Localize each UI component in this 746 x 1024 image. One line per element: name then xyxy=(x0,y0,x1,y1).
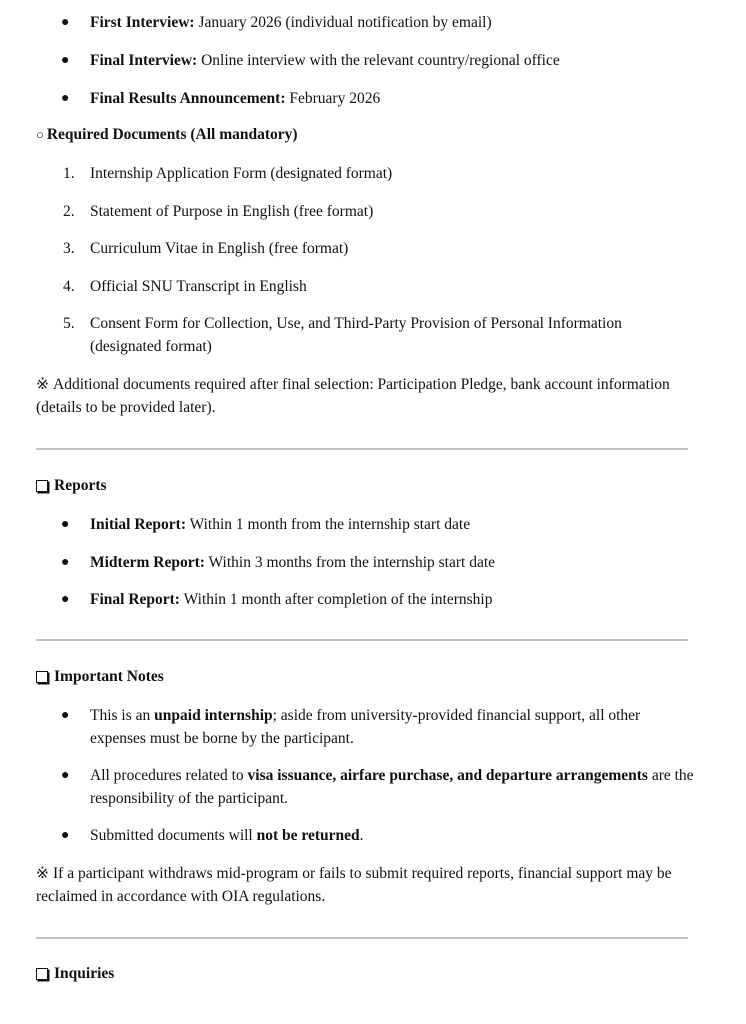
circle-marker-icon: ○ xyxy=(36,127,44,142)
heading-text: Reports xyxy=(54,477,107,494)
item-label: First Interview: xyxy=(90,14,195,31)
list-item xyxy=(0,312,746,358)
reference-mark-icon: ※ xyxy=(36,865,49,882)
item-text-post: . xyxy=(359,827,364,844)
item-text-post: are the responsibility of the participant. xyxy=(90,767,694,807)
note-text: Additional documents required after final selection: Participation Pledge, bank account information (details to be provided later). xyxy=(36,376,670,416)
bullet-icon: ● xyxy=(61,828,70,843)
reports-heading xyxy=(36,474,107,497)
item-text-bold: not be returned xyxy=(256,827,360,844)
list-item xyxy=(0,764,746,824)
item-number: 4. xyxy=(63,277,75,295)
heading-text: Important Notes xyxy=(54,668,164,685)
checkbox-icon xyxy=(36,968,48,980)
bullet-icon: ● xyxy=(61,554,70,570)
item-text-pre: All procedures related to xyxy=(90,767,248,784)
list-item xyxy=(0,49,746,87)
item-text: Within 1 month after completion of the internship xyxy=(179,591,493,608)
bullet-icon: ● xyxy=(61,517,70,532)
checkbox-icon xyxy=(36,671,48,683)
required-documents-heading xyxy=(36,123,298,146)
bullet-icon: ● xyxy=(61,708,70,723)
required-documents-list xyxy=(0,162,746,358)
heading-text: Required Documents (All mandatory) xyxy=(46,126,298,143)
list-item xyxy=(0,162,746,200)
selection-schedule-list xyxy=(0,11,746,125)
bullet-icon: ● xyxy=(61,768,70,783)
item-label: Initial Report: xyxy=(90,516,187,533)
item-text-bold: unpaid internship xyxy=(154,707,273,724)
heading-text: Inquiries xyxy=(54,965,115,982)
note-text: If a participant withdraws mid-program or fails to submit required reports, financial support may be reclaimed in accordance with OIA regulations. xyxy=(36,865,672,905)
list-item xyxy=(0,704,746,764)
important-notes-heading xyxy=(36,665,164,688)
withdrawal-note xyxy=(36,862,696,908)
item-text: Statement of Purpose in English (free format) xyxy=(90,202,374,220)
important-notes-list xyxy=(0,704,746,847)
list-item xyxy=(0,87,746,125)
item-number: 5. xyxy=(63,315,75,332)
item-text-pre: This is an xyxy=(90,707,155,724)
additional-documents-note xyxy=(36,373,696,419)
section-divider xyxy=(36,639,688,641)
list-item xyxy=(0,275,746,313)
list-item xyxy=(0,237,746,275)
list-item xyxy=(0,588,746,626)
section-divider xyxy=(36,937,688,939)
item-text: Curriculum Vitae in English (free format) xyxy=(90,240,349,257)
item-label: Midterm Report: xyxy=(90,553,205,571)
inquiries-heading xyxy=(36,962,114,985)
list-item xyxy=(0,11,746,49)
bullet-icon: ● xyxy=(61,53,70,68)
section-divider xyxy=(36,448,688,450)
bullet-icon: ● xyxy=(61,91,70,106)
item-text: Official SNU Transcript in English xyxy=(90,277,307,295)
list-item xyxy=(0,824,746,847)
item-text: January 2026 (individual notification by email) xyxy=(194,14,492,31)
list-item xyxy=(0,513,746,551)
item-text: February 2026 xyxy=(285,90,381,107)
item-text: Within 1 month from the internship start date xyxy=(186,516,471,533)
item-text-post: ; aside from university-provided financial support, all other expenses must be borne by the participant. xyxy=(90,707,641,747)
item-number: 2. xyxy=(63,202,75,220)
list-item xyxy=(0,200,746,238)
checkbox-icon xyxy=(36,480,48,492)
item-text: Online interview with the relevant country/regional office xyxy=(197,52,560,69)
item-label: Final Interview: xyxy=(90,52,198,69)
list-item xyxy=(0,551,746,589)
item-text-pre: Submitted documents will xyxy=(90,827,257,844)
item-number: 1. xyxy=(63,165,75,182)
bullet-icon: ● xyxy=(61,15,70,30)
item-number: 3. xyxy=(63,240,75,257)
reports-list xyxy=(0,513,746,626)
item-text: Within 3 months from the internship start date xyxy=(204,553,496,571)
item-text-bold: visa issuance, airfare purchase, and departure arrangements xyxy=(247,767,648,784)
bullet-icon: ● xyxy=(61,592,70,607)
item-label: Final Results Announcement: xyxy=(90,90,286,107)
item-label: Final Report: xyxy=(90,591,180,608)
item-text: Internship Application Form (designated format) xyxy=(90,165,393,182)
item-text: Consent Form for Collection, Use, and Third-Party Provision of Personal Information (designated format) xyxy=(90,315,622,355)
reference-mark-icon: ※ xyxy=(36,376,49,393)
